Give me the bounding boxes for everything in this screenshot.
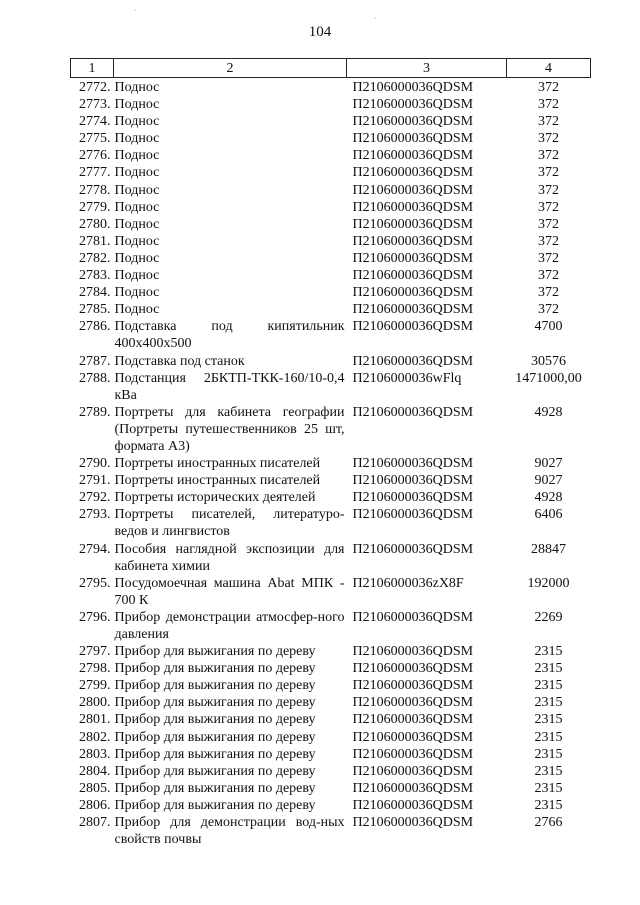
item-name: Прибор для выжигания по дереву bbox=[114, 712, 316, 728]
row-number: 2779. bbox=[79, 199, 111, 215]
table-row bbox=[71, 677, 591, 694]
item-name: Прибор для выжигания по дереву bbox=[114, 746, 316, 762]
item-code: П2106000036QDSM bbox=[352, 712, 474, 728]
table-row bbox=[71, 763, 591, 780]
table-row bbox=[71, 506, 591, 540]
row-number: 2790. bbox=[79, 456, 111, 472]
table-row bbox=[71, 164, 591, 181]
item-name: Поднос bbox=[114, 114, 160, 130]
table-row bbox=[71, 455, 591, 472]
item-price: 6406 bbox=[534, 507, 563, 523]
item-price: 2315 bbox=[534, 763, 563, 779]
item-code: П2106000036QDSM bbox=[352, 490, 474, 506]
table-row bbox=[71, 130, 591, 147]
item-name: Подстанция 2БКТП-ТКК-160/10-0,4 кВа bbox=[114, 370, 345, 403]
item-code: П2106000036QDSM bbox=[352, 182, 474, 198]
row-number: 2776. bbox=[79, 148, 111, 164]
item-price: 9027 bbox=[534, 473, 563, 489]
item-price: 372 bbox=[538, 165, 559, 181]
page-number: 104 bbox=[308, 24, 332, 40]
item-name: Поднос bbox=[114, 302, 160, 318]
item-name: Прибор для выжигания по дереву bbox=[114, 661, 316, 677]
item-name: Поднос bbox=[114, 148, 160, 164]
row-number: 2797. bbox=[79, 644, 111, 660]
item-code: П2106000036QDSM bbox=[352, 302, 474, 318]
item-price: 2315 bbox=[534, 678, 563, 694]
item-name: Прибор для выжигания по дереву bbox=[114, 729, 316, 745]
item-name: Поднос bbox=[114, 250, 160, 266]
item-code: П2106000036QDSM bbox=[352, 268, 474, 284]
item-code: П2106000036QDSM bbox=[352, 233, 474, 249]
row-number: 2791. bbox=[79, 473, 111, 489]
item-name: Поднос bbox=[114, 285, 160, 301]
row-number: 2795. bbox=[79, 575, 111, 591]
item-code: П2106000036QDSM bbox=[352, 97, 474, 113]
item-code: П2106000036QDSM bbox=[352, 609, 474, 625]
row-number: 2788. bbox=[79, 370, 111, 386]
item-code: П2106000036QDSM bbox=[352, 473, 474, 489]
table-row bbox=[71, 199, 591, 216]
item-code: П2106000036QDSM bbox=[352, 507, 474, 523]
table-row bbox=[71, 216, 591, 233]
item-name: Прибор для демонстрации вод-ных свойств почвы bbox=[114, 815, 345, 848]
item-name: Прибор для выжигания по дереву bbox=[114, 763, 316, 779]
item-price: 2315 bbox=[534, 695, 563, 711]
item-code: П2106000036QDSM bbox=[352, 763, 474, 779]
item-price: 1471000,00 bbox=[515, 370, 582, 386]
row-number: 2781. bbox=[79, 233, 111, 249]
table-body bbox=[71, 78, 591, 849]
table-row bbox=[71, 472, 591, 489]
column-header-code: 3 bbox=[347, 59, 507, 78]
table-row bbox=[71, 797, 591, 814]
item-code: П2106000036QDSM bbox=[352, 319, 474, 335]
table-row bbox=[71, 404, 591, 455]
table-row bbox=[71, 267, 591, 284]
table-row bbox=[71, 370, 591, 404]
table-row bbox=[71, 250, 591, 267]
item-code: П2106000036QDSM bbox=[352, 797, 474, 813]
item-code: П2106000036QDSM bbox=[352, 131, 474, 147]
item-code: П2106000036QDSM bbox=[352, 353, 474, 369]
item-price: 372 bbox=[538, 148, 559, 164]
item-price: 2315 bbox=[534, 729, 563, 745]
item-price: 372 bbox=[538, 182, 559, 198]
table-row bbox=[71, 301, 591, 318]
item-price: 30576 bbox=[531, 353, 566, 369]
row-number: 2778. bbox=[79, 182, 111, 198]
scan-speck: · bbox=[374, 14, 377, 23]
table-row bbox=[71, 78, 591, 97]
table-row bbox=[71, 643, 591, 660]
table-row bbox=[71, 746, 591, 763]
item-price: 372 bbox=[538, 199, 559, 215]
item-name: Подставка под кипятильник 400х400х500 bbox=[114, 319, 345, 352]
table-row bbox=[71, 96, 591, 113]
item-code: П2106000036QDSM bbox=[352, 815, 474, 831]
item-code: П2106000036wFlq bbox=[352, 370, 462, 386]
row-number: 2780. bbox=[79, 216, 111, 232]
item-price: 372 bbox=[538, 131, 559, 147]
item-price: 2315 bbox=[534, 644, 563, 660]
item-code: П2106000036QDSM bbox=[352, 250, 474, 266]
table-row bbox=[71, 147, 591, 164]
item-name: Поднос bbox=[114, 268, 160, 284]
table-row bbox=[71, 729, 591, 746]
item-code: П2106000036QDSM bbox=[352, 678, 474, 694]
item-code: П2106000036QDSM bbox=[352, 729, 474, 745]
item-price: 372 bbox=[538, 268, 559, 284]
table-row bbox=[71, 814, 591, 848]
item-name: Поднос bbox=[114, 233, 160, 249]
row-number: 2807. bbox=[79, 815, 111, 831]
table-row bbox=[71, 660, 591, 677]
item-price: 2315 bbox=[534, 780, 563, 796]
table-row bbox=[71, 353, 591, 370]
item-name: Поднос bbox=[114, 80, 160, 95]
item-price: 2315 bbox=[534, 797, 563, 813]
item-code: П2106000036QDSM bbox=[352, 661, 474, 677]
item-price: 2315 bbox=[534, 712, 563, 728]
item-code: П2106000036QDSM bbox=[352, 644, 474, 660]
row-number: 2804. bbox=[79, 763, 111, 779]
table-header-row bbox=[71, 59, 591, 78]
table-row bbox=[71, 780, 591, 797]
row-number: 2806. bbox=[79, 797, 111, 813]
table-row bbox=[71, 575, 591, 609]
row-number: 2775. bbox=[79, 131, 111, 147]
row-number: 2786. bbox=[79, 319, 111, 335]
table-row bbox=[71, 541, 591, 575]
item-price: 372 bbox=[538, 250, 559, 266]
item-price: 2315 bbox=[534, 661, 563, 677]
row-number: 2801. bbox=[79, 712, 111, 728]
item-name: Пособия наглядной экспозиции для кабинета химии bbox=[114, 541, 345, 574]
item-name: Прибор для выжигания по дереву bbox=[114, 797, 316, 813]
item-price: 28847 bbox=[531, 541, 566, 557]
row-number: 2774. bbox=[79, 114, 111, 130]
row-number: 2796. bbox=[79, 609, 111, 625]
item-name: Поднос bbox=[114, 165, 160, 181]
table-row bbox=[71, 711, 591, 728]
scan-speck: · bbox=[134, 6, 137, 15]
item-name: Прибор для выжигания по дереву bbox=[114, 780, 316, 796]
row-number: 2802. bbox=[79, 729, 111, 745]
row-number: 2789. bbox=[79, 404, 111, 420]
item-name: Портреты иностранных писателей bbox=[114, 473, 321, 489]
item-price: 372 bbox=[538, 233, 559, 249]
item-price: 9027 bbox=[534, 456, 563, 472]
row-number: 2800. bbox=[79, 695, 111, 711]
item-price: 4928 bbox=[534, 490, 563, 506]
item-code: П2106000036zX8F bbox=[352, 575, 464, 591]
item-price: 2269 bbox=[534, 609, 563, 625]
table-row bbox=[71, 182, 591, 199]
table-row bbox=[71, 609, 591, 643]
row-number: 2785. bbox=[79, 302, 111, 318]
item-code: П2106000036QDSM bbox=[352, 114, 474, 130]
column-header-number: 1 bbox=[71, 59, 114, 78]
item-name: Поднос bbox=[114, 131, 160, 147]
item-name: Поднос bbox=[114, 216, 160, 232]
row-number: 2792. bbox=[79, 490, 111, 506]
item-name: Прибор для выжигания по дереву bbox=[114, 644, 316, 660]
row-number: 2805. bbox=[79, 780, 111, 796]
item-name: Прибор для выжигания по дереву bbox=[114, 695, 316, 711]
table-row bbox=[71, 694, 591, 711]
table-row bbox=[71, 284, 591, 301]
row-number: 2784. bbox=[79, 285, 111, 301]
row-number: 2794. bbox=[79, 541, 111, 557]
item-name: Поднос bbox=[114, 199, 160, 215]
item-name: Поднос bbox=[114, 182, 160, 198]
item-name: Посудомоечная машина Abat МПК - 700 К bbox=[114, 575, 345, 608]
item-price: 372 bbox=[538, 285, 559, 301]
item-price: 192000 bbox=[527, 575, 570, 591]
item-code: П2106000036QDSM bbox=[352, 404, 474, 420]
item-name: Прибор для выжигания по дереву bbox=[114, 678, 316, 694]
row-number: 2772. bbox=[79, 80, 111, 95]
row-number: 2793. bbox=[79, 507, 111, 523]
item-name: Подставка под станок bbox=[114, 353, 245, 369]
item-code: П2106000036QDSM bbox=[352, 780, 474, 796]
table-row bbox=[71, 489, 591, 506]
item-code: П2106000036QDSM bbox=[352, 80, 474, 95]
item-price: 372 bbox=[538, 80, 559, 95]
row-number: 2777. bbox=[79, 165, 111, 181]
item-name: Прибор демонстрации атмосфер-ного давления bbox=[114, 609, 345, 642]
item-code: П2106000036QDSM bbox=[352, 695, 474, 711]
item-code: П2106000036QDSM bbox=[352, 216, 474, 232]
item-price: 372 bbox=[538, 97, 559, 113]
item-code: П2106000036QDSM bbox=[352, 199, 474, 215]
column-header-name: 2 bbox=[114, 59, 347, 78]
column-header-price: 4 bbox=[507, 59, 591, 78]
item-name: Портреты иностранных писателей bbox=[114, 456, 321, 472]
table-row bbox=[71, 233, 591, 250]
row-number: 2798. bbox=[79, 661, 111, 677]
item-name: Портреты писателей, литературо-ведов и лингвистов bbox=[114, 507, 345, 540]
item-name: Поднос bbox=[114, 97, 160, 113]
item-code: П2106000036QDSM bbox=[352, 148, 474, 164]
item-price: 2766 bbox=[534, 815, 563, 831]
row-number: 2773. bbox=[79, 97, 111, 113]
item-price: 372 bbox=[538, 216, 559, 232]
table-row bbox=[71, 113, 591, 130]
row-number: 2799. bbox=[79, 678, 111, 694]
item-code: П2106000036QDSM bbox=[352, 456, 474, 472]
row-number: 2782. bbox=[79, 250, 111, 266]
item-price: 372 bbox=[538, 302, 559, 318]
item-code: П2106000036QDSM bbox=[352, 541, 474, 557]
item-name: Портреты исторических деятелей bbox=[114, 490, 316, 506]
item-code: П2106000036QDSM bbox=[352, 165, 474, 181]
inventory-table bbox=[70, 58, 591, 848]
item-price: 4700 bbox=[534, 319, 563, 335]
item-price: 4928 bbox=[534, 404, 563, 420]
item-name: Портреты для кабинета географии (Портреты путешественников 25 шт, формата А3) bbox=[114, 404, 345, 454]
row-number: 2787. bbox=[79, 353, 111, 369]
item-price: 372 bbox=[538, 114, 559, 130]
item-code: П2106000036QDSM bbox=[352, 746, 474, 762]
table-row bbox=[71, 318, 591, 352]
item-code: П2106000036QDSM bbox=[352, 285, 474, 301]
item-price: 2315 bbox=[534, 746, 563, 762]
row-number: 2803. bbox=[79, 746, 111, 762]
row-number: 2783. bbox=[79, 268, 111, 284]
